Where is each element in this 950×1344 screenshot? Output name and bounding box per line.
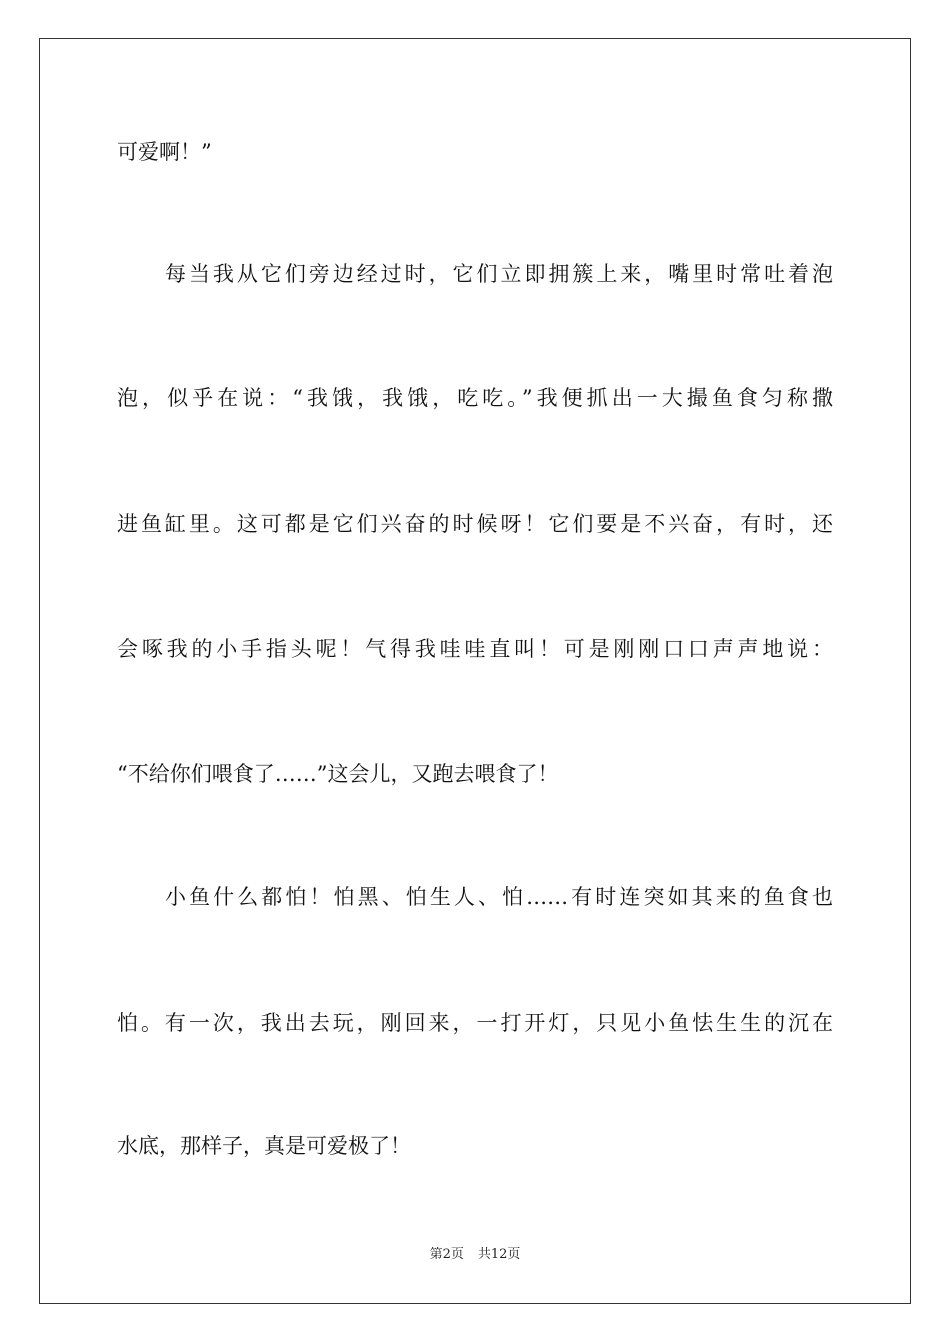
text-line: 可爱啊！”: [117, 140, 212, 164]
text-line: 每当我从它们旁边经过时，它们立即拥簇上来，嘴里时常吐着泡: [165, 262, 833, 286]
text-line: 会啄我的小手指头呢！气得我哇哇直叫！可是刚刚口口声声地说：: [117, 637, 833, 661]
page-number: 第2页: [429, 1247, 464, 1262]
page-border: [39, 38, 911, 1304]
text-line: 泡，似乎在说：“我饿，我饿，吃吃。”我便抓出一大撮鱼食匀称撒: [117, 386, 833, 410]
text-line: 进鱼缸里。这可都是它们兴奋的时候呀！它们要是不兴奋，有时，还: [117, 512, 833, 536]
page-total: 共12页: [477, 1247, 521, 1262]
text-line: 水底，那样子，真是可爱极了！: [117, 1134, 411, 1158]
text-line: “不给你们喂食了……”这会儿，又跑去喂食了！: [117, 762, 559, 786]
text-line: 小鱼什么都怕！怕黑、怕生人、怕……有时连突如其来的鱼食也: [165, 885, 833, 909]
text-line: 怕。有一次，我出去玩，刚回来，一打开灯，只见小鱼怯生生的沉在: [117, 1011, 833, 1035]
page-footer: [0, 1246, 950, 1264]
